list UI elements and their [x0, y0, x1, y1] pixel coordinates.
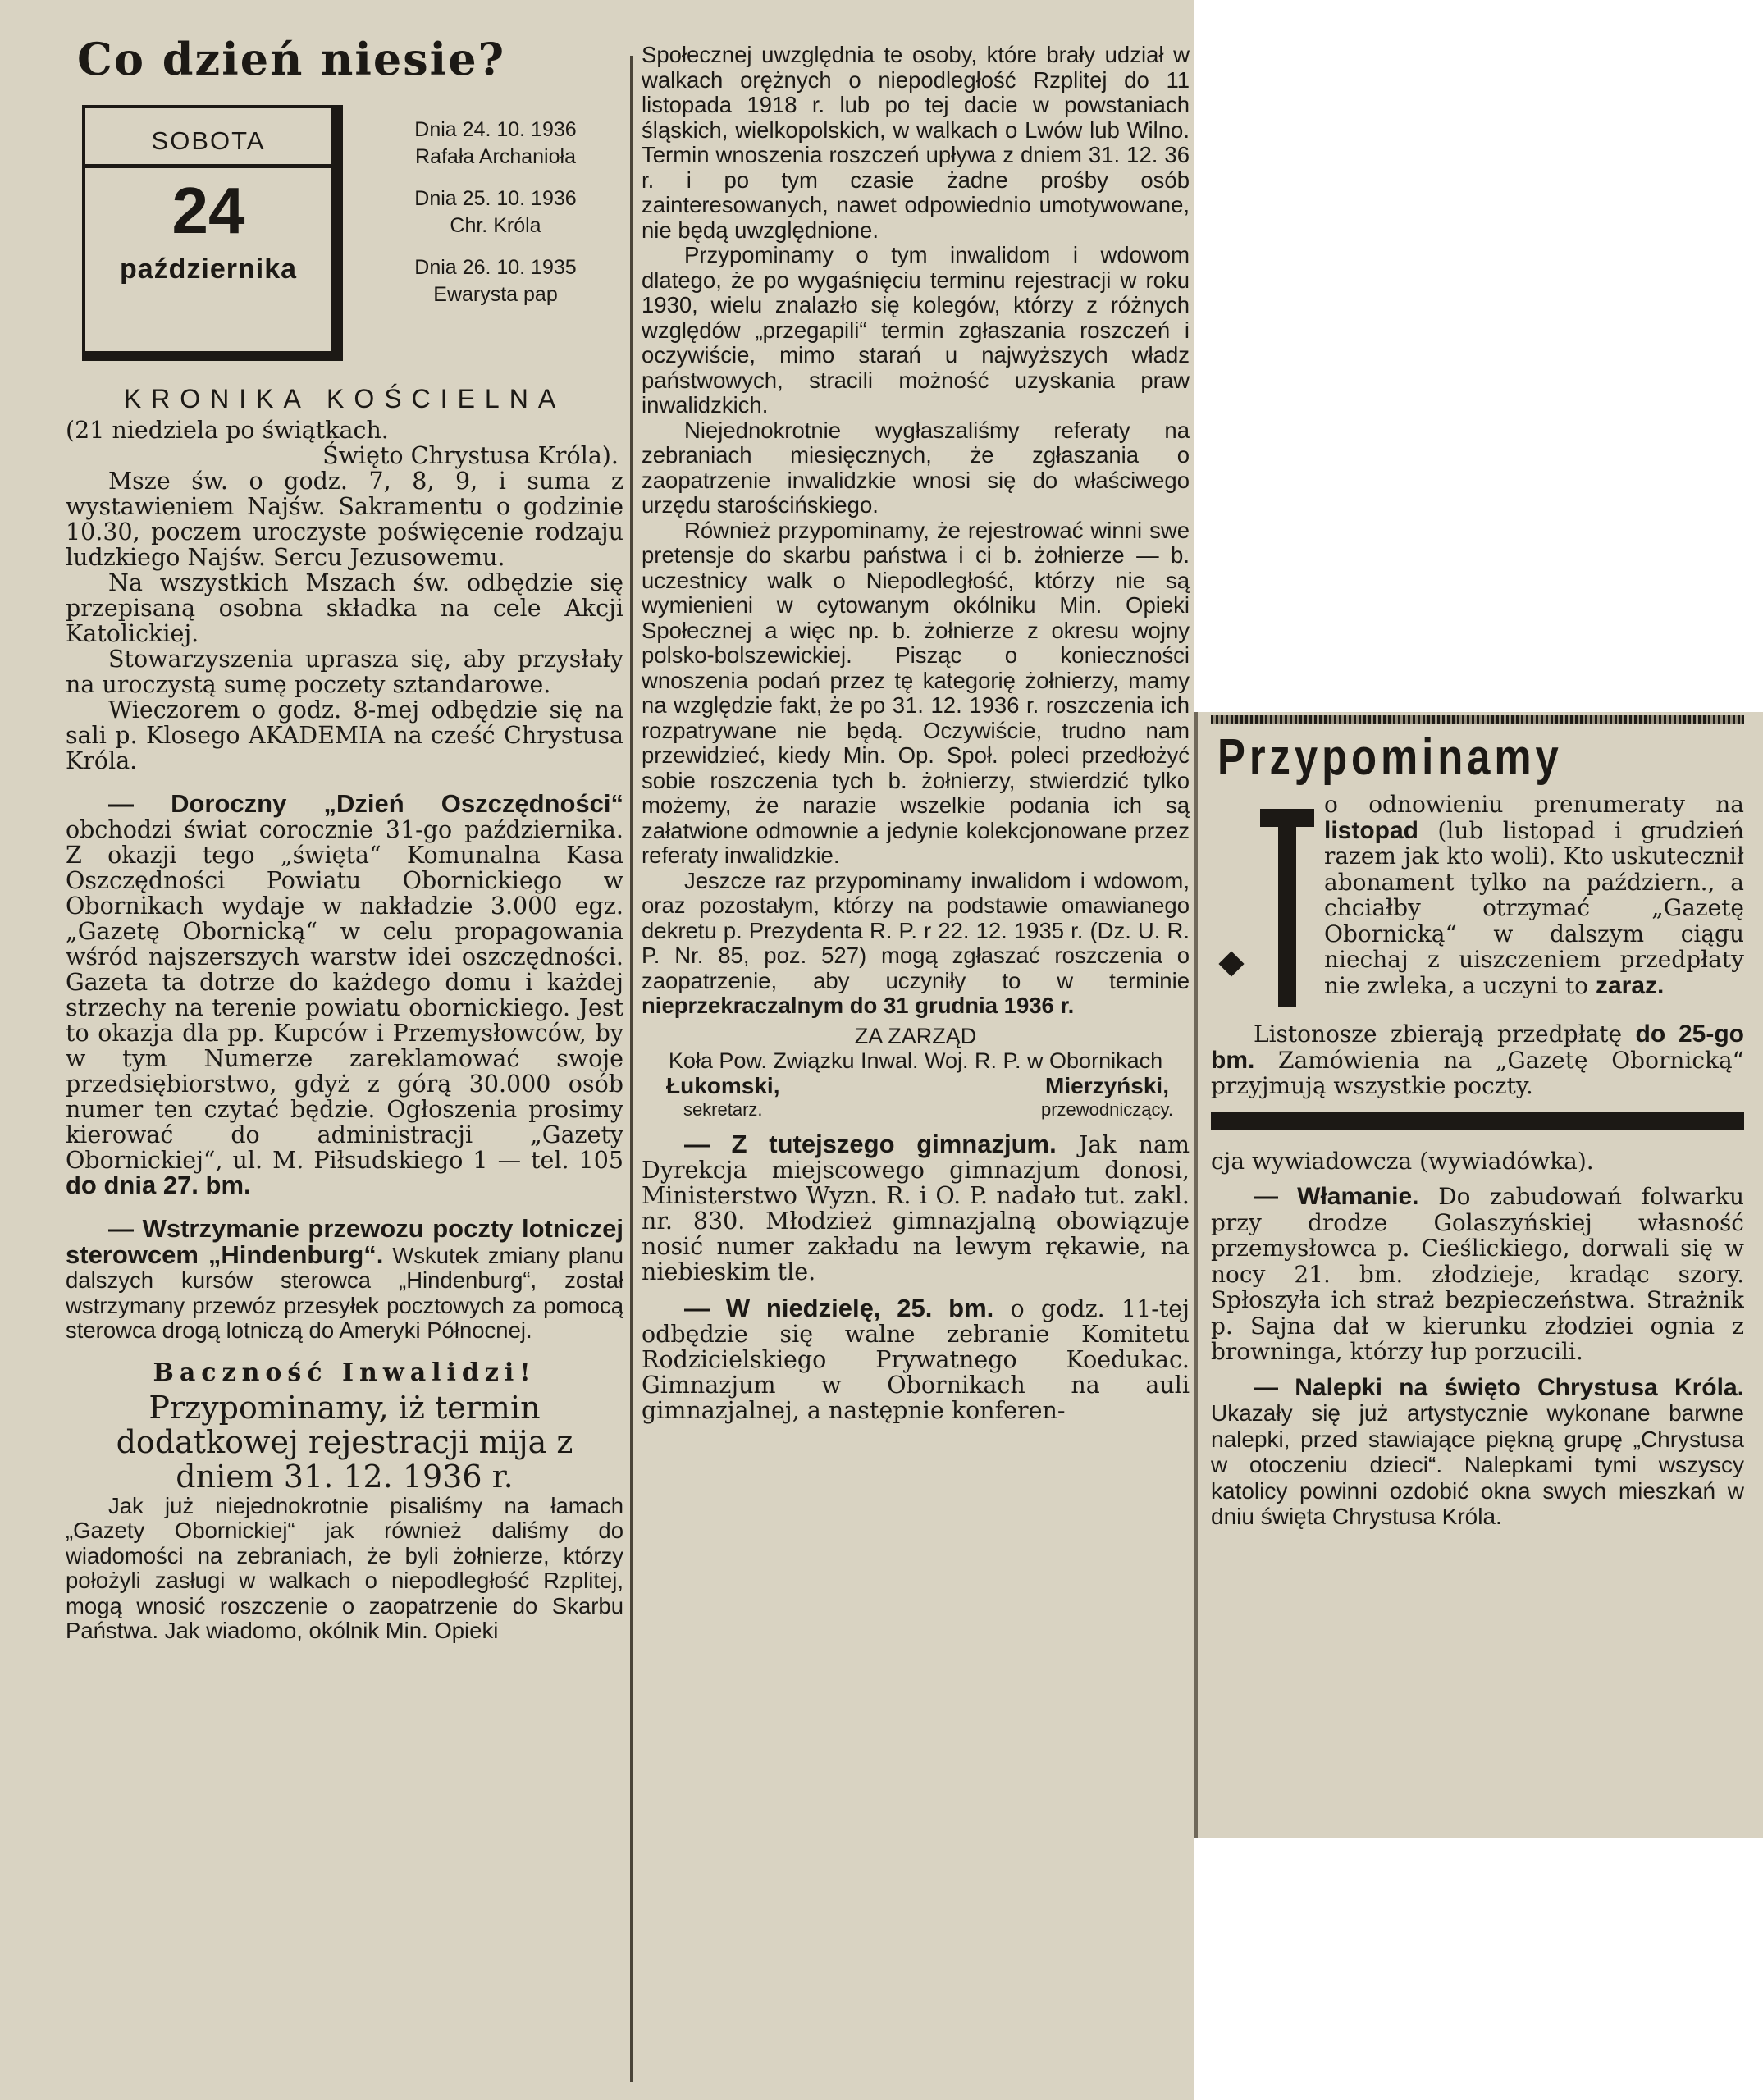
article-body: obchodzi świat corocznie 31-go października. Z okazji tego „święta“ Komunalna Kasa Oszczędności Powiatu Obornickiego w Obornikach wydaje w nakładzie 3.000 egz. „Gazetę Obornicką“ w celu propagowania wśród najszerszych warstw idei oszczędności. Gazeta ta dotrze do każdego domu i każdej strzechy na terenie powiatu obornickiego. Jest to okazja dla pp. Kupców i Przemysłowców, by w tym Numerze zareklamować swoje przedsiębiorstwo, gdyż z górą 30.000 osób numer ten czytać będzie. Ogłoszenia prosimy kierować do administracji „Gazety Obornickiej“, ul. M. Piłsudskiego 1 — tel. 105: [66, 816, 623, 1174]
article-lead: — Z tutejszego gimnazjum.: [684, 1129, 1057, 1158]
signature-right: [1041, 1073, 1173, 1121]
kronika-paragraph: Stowarzyszenia uprasza się, aby przysłały na uroczystą sumę poczety sztandarowe.: [66, 646, 623, 698]
bacznosc-body: Jak już niejednokrotnie pisaliśmy na łamach „Gazety Obornickiej“ jak również daliśmy do wiadomości na zebraniach, że byli żołnierze, którzy położyli zasługi w walkach o niepodległość Rzplitej, mogą wnosić roszczenie o zaopatrzenie do Skarbu Państwa. Jak wiadomo, okólnik Min. Opieki: [66, 1492, 623, 1643]
inwalidzi-continuation: Społecznej uwzględnia te osoby, które brały udział w walkach orężnych o niepodległość Rzplitej do 11 listopada 1918 r. lub po tej dacie w powstaniach śląskich, wielkopolskich, w walkach o Lwów lub Wilno. Termin wnoszenia roszczeń upływa z dniem 31. 12. 36 r. i po tym czasie żadne prośby osób zainteresowanych, nawet odpowiednio umotywowane, nie będą uwzględnione.: [642, 43, 1190, 243]
article-lead: — Włamanie.: [1254, 1183, 1419, 1210]
newspaper-clipping: [1194, 712, 1763, 1838]
diamond-ornament: [1218, 951, 1244, 976]
paragraph-text: Jeszcze raz przypominamy inwalidom i wdowom, oraz pozostałym, którzy na podstawie omawianego dekretu p. Prezydenta R. P. r 22. 12. 1935 r. (Dz. U. R. P. Nr. 85, poz. 527) mogą zgłaszać roszczenia o zaopatrzenie, aby uczyniły to w terminie: [642, 867, 1190, 993]
hatch-rule: [1211, 715, 1744, 724]
column-3: [1211, 712, 1744, 1838]
article-emphasis: do dnia 27. bm.: [66, 1171, 251, 1199]
inwalidzi-paragraph: [642, 869, 1190, 1019]
article-lead: — Nalepki na święto Chrystusa Króla.: [1254, 1373, 1744, 1401]
listonosze-paragraph: [1211, 1021, 1744, 1099]
kola-name: Koła Pow. Związku Inwal. Woj. R. P. w Obornikach: [668, 1048, 1163, 1073]
signatures: [642, 1073, 1190, 1121]
article-nalepki: [1211, 1375, 1744, 1530]
signature-role: sekretarz.: [683, 1098, 763, 1120]
bacznosc-heading: Baczność Inwalidzi!: [153, 1358, 537, 1387]
article-dzien-oszczednosci: [66, 789, 623, 1199]
body-emphasis: listopad: [1324, 816, 1419, 844]
kronika-paragraph: Wieczorem o godz. 8-mej odbędzie się na sali p. Klosego AKADEMIA na cześć Chrystusa Króla.: [66, 696, 623, 774]
body-text: Zamówienia na „Gazetę Obornicką“ przyjmują wszystkie poczty.: [1211, 1046, 1744, 1099]
body-text: Listonosze zbierają przedpłatę: [1254, 1020, 1636, 1048]
name-day-date: Dnia 26. 10. 1935: [414, 256, 577, 279]
article-body: Jak nam Dyrekcja miejscowego gimnazjum donosi, Ministerstwo Wyzn. R. i O. P. nadało tut. zakl. nr. 830. Młodzież gimnazjalną obowiązuje nosić numer zakładu na lewym rękawie, na niebieskim tle.: [642, 1130, 1190, 1285]
signature-name: Łukomski,: [666, 1072, 780, 1098]
bacznosc-subheading: Przypominamy, iż termin dodatkowej rejestracji mija z dniem 31. 12. 1936 r.: [116, 1389, 573, 1495]
column-rule: [630, 56, 633, 2082]
calendar-box: [82, 105, 343, 361]
inwalidzi-paragraph: Również przypominamy, że rejestrować winni swe pretensje do skarbu państwa i ci b. żołnierze — b. uczestnicy walk o Niepodległość, którzy nie są wymienieni w cytowanym okólniku Min. Opieki Społecznej a więc np. b. żołnierze z okresu wojny polsko-bolszewickiej. Pisząc o konieczności wnoszenia podań przez tę kategorię żołnierzy, mamy na względzie fakt, że po 31. 12. 1936 r. roszczenia ich rozpatrywane nie będą. Oczywiście, trudno nam przewidzieć, kiedy Min. Op. Społ. poleci przedłożyć sobie roszczenia tych b. żołnierzy, stwierdzić tylko możemy, że narazie wszelkie podania ich są załatwione odmownie a jedynie kolekcjonowane przez referaty inwalidzkie.: [642, 517, 1190, 868]
article-lead: — Doroczny „Dzień Oszczędności“: [108, 789, 623, 818]
paragraph-emphasis: nieprzekraczalnym do 31 grudnia 1936 r.: [642, 993, 1075, 1018]
body-text: o odnowieniu prenumeraty na: [1324, 791, 1744, 818]
article-hindenburg: [66, 1214, 623, 1344]
name-day-name: Chr. Króla: [450, 214, 541, 237]
cja-line: cja wywiadowcza (wywiadówka).: [1211, 1147, 1594, 1175]
article-body: Ukazały się już artystycznie wykonane barwne nalepki, przed stawiające piękną grupę „Chrystusa w otoczeniu dzieci“. Nalepkami tymi wszyscy katolicy powinni ozdobić okna swych mieszkań w dniu święta Chrystusa Króla.: [1211, 1400, 1744, 1529]
za-zarzad: ZA ZARZĄD: [854, 1023, 977, 1048]
kronika-subtitle-2: Święto Chrystusa Króla).: [322, 442, 619, 469]
calendar-day: SOBOTA: [85, 108, 331, 168]
column-2: [642, 43, 1190, 2093]
initial-letter-t: [1260, 809, 1314, 827]
article-body: o godz. 11-tej odbędzie się walne zebranie Komitetu Rodzicielskiego Prywatnego Koedukac. Gimnazjum w Obornikach na auli gimnazjalnej, a następnie konferen-: [642, 1294, 1190, 1424]
article-body: Do zabudowań folwarku przy drodze Golaszyńskiej własność przemysłowca p. Cieślickiego, dorwali się w nocy 21. bm. złodzieje, kradąc szory. Spłoszyła ich straż bezpieczeństwa. Strażnik p. Sajna dał w kierunku złodziei ognia z browninga, którzy łup porzucili.: [1211, 1183, 1744, 1365]
przypominamy-body: [1324, 792, 1744, 998]
name-day-date: Dnia 24. 10. 1936: [414, 118, 577, 141]
signature-left: [666, 1073, 779, 1121]
name-day-name: Rafała Archanioła: [415, 145, 576, 168]
body-emphasis: zaraz.: [1595, 971, 1665, 999]
name-day-date: Dnia 25. 10. 1936: [414, 187, 577, 210]
article-kronika: [66, 384, 623, 1644]
name-days: [364, 116, 623, 323]
signature-role: przewodniczący.: [1041, 1098, 1173, 1120]
body-emphasis: do 25-go bm.: [1211, 1020, 1744, 1074]
separator-bar: [1211, 1112, 1744, 1130]
kronika-paragraph: Na wszystkich Mszach św. odbędzie się przepisaną osobna składka na cele Akcji Katolickiej.: [66, 569, 623, 647]
inwalidzi-paragraph: Przypominamy o tym inwalidom i wdowom dlatego, że po wygaśnięciu terminu rejestracji w roku 1930, wielu znalazło się kolegów, którzy z różnych względów „przegapili“ termin zgłaszania roszczeń i oczywiście, mimo starań u najwyższych władz państwowych, stracili możność uzyskania praw inwalidzkich.: [642, 242, 1190, 418]
name-day-entry: [364, 254, 623, 308]
article-lead: — Wstrzymanie przewozu poczty lotniczej sterowcem „Hindenburg“.: [66, 1214, 623, 1269]
kronika-paragraph: Msze św. o godz. 7, 8, 9, i suma z wystawieniem Najśw. Sakramentu o godzinie 10.30, poczem uroczyste poświęcenie rodzaju ludzkiego Najśw. Sercu Jezusowemu.: [66, 468, 623, 571]
article-niedziela: [642, 1293, 1190, 1424]
calendar-month: października: [119, 253, 298, 285]
kronika-subtitle: (21 niedziela po świątkach.: [66, 417, 389, 444]
name-day-entry: [364, 185, 623, 240]
section-header: Co dzień niesie?: [77, 33, 506, 85]
calendar-number: 24: [171, 174, 245, 247]
article-body: Wskutek zmiany planu dalszych kursów sterowca „Hindenburg“, został wstrzymany przewóz przesyłek pocztowych za pomocą sterowca drogą lotniczą do Ameryki Północnej.: [66, 1242, 623, 1343]
article-wlamanie: [1211, 1184, 1744, 1365]
signature-name: Mierzyński,: [1045, 1072, 1169, 1098]
column-rule: [1194, 712, 1198, 1838]
name-day-entry: [364, 116, 623, 171]
article-gimnazjum: [642, 1129, 1190, 1285]
inwalidzi-paragraph: Niejednokrotnie wygłaszaliśmy referaty na zebraniach miesięcznych, że zgłaszania o zaopatrzenie inwalidzkie wnosi się do właściwego urzędu starościńskiego.: [642, 417, 1190, 518]
kronika-title: KRONIKA KOŚCIELNA: [123, 384, 566, 413]
article-lead: — W niedzielę, 25. bm.: [684, 1293, 994, 1322]
column-1: [66, 33, 623, 2084]
body-text: (lub listopad i grudzień razem jak kto woli). Kto uskutecznił abonament tylko na październ., a chciałby otrzymać „Gazetę Obornicką“ w dalszym ciągu niechaj z uiszczeniem przedpłaty nie zwleka, a uczyni to: [1324, 816, 1744, 999]
name-day-name: Ewarysta pap: [433, 283, 558, 306]
przypominamy-title: Przypominamy: [1217, 729, 1563, 786]
